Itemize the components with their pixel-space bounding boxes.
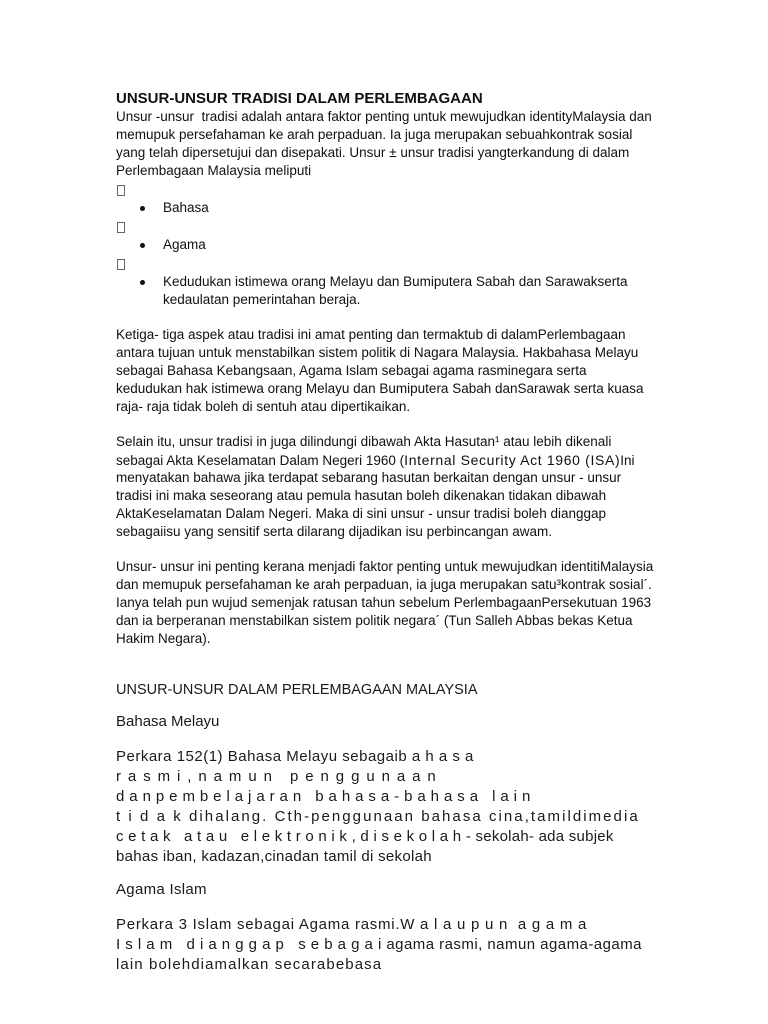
section-unsur-dalam-perlembagaan [116,680,768,975]
list-item-text: kedaulatan pemerintahan beraja. [163,292,361,307]
text-line: tradisi ini maka seseorang atau pemula hasutan boleh dikenakan tidakan dibawah [116,488,607,503]
text-line: sebagai Bahasa Kebangsaan, Agama Islam sebagai agama rasminegara serta [116,363,587,378]
text-line: antara tujuan untuk menstabilkan sistem politik di Nagara Malaysia. Hakbahasa Melayu [116,345,639,360]
text-line: r a s m i , n a m u n p e n g g u n a a n [116,768,438,785]
list-item-text: Kedudukan istimewa orang Melayu dan Bumiputera Sabah dan Sarawakserta [163,274,628,289]
text-line: t i d a k dihalang. Cth-penggunaan bahasa cina,tamildimedia [116,808,640,825]
bullet-list [116,181,768,309]
agama-islam-paragraph [116,915,768,975]
bullet-icon [140,243,145,248]
bullet-icon [140,206,145,211]
list-item-text: Bahasa [163,200,209,215]
missing-glyph-icon [117,259,125,270]
missing-glyph-icon [117,185,125,196]
text-line [116,451,768,469]
text-segment: Ini [620,453,635,468]
text-line: kedudukan hak istimewa orang Melayu dan Bumiputera Sabah danSarawak serta kuasa [116,381,644,396]
text-line: AktaKeselamatan Dalam Negeri. Maka di sini unsur - unsur tradisi boleh dianggap [116,506,607,521]
document-title: UNSUR-UNSUR TRADISI DALAM PERLEMBAGAAN [116,90,483,107]
bullet-icon [140,280,145,285]
paragraph [116,558,768,648]
text-line: raja- raja tidak boleh di sentuh atau dipertikaikan. [116,399,411,414]
list-item-text: Agama [163,237,206,252]
text-line: dan memupuk persefahaman ke arah perpaduan, ia juga merupakan satu³kontrak sosial´. [116,577,652,592]
text-line: Perkara 3 Islam sebagai Agama rasmi.W a l a u p u n a g a m a [116,916,588,933]
text-line: Perkara 152(1) Bahasa Melayu sebagaib a h a s a [116,748,474,765]
text-line: memupuk persefahaman ke arah perpaduan. Ia juga merupakan sebuahkontrak sosial [116,127,633,142]
bahasa-melayu-paragraph [116,747,768,867]
text-segment-isa: Internal Security Act 1960 (ISA) [404,452,621,468]
paragraph [116,326,768,416]
text-line: I s l a m d i a n g g a p s e b a g a i agama rasmi, namun agama-agama [116,936,642,953]
text-line: Hakim Negara). [116,631,211,646]
list-marker-row [116,255,768,273]
text-line: Ketiga- tiga aspek atau tradisi ini amat penting dan termaktub di dalamPerlembagaan [116,327,626,342]
list-item-continuation [116,291,768,309]
text-line: d a n p e m b e l a j a r a n b a h a s a - b a h a s a l a i n [116,788,531,805]
text-segment: sebagai Akta Keselamatan Dalam Negeri 1960 ( [116,453,405,468]
text-line: c e t a k a t a u e l e k t r o n i k , d i s e k o l a h - sekolah- ada subjek [116,828,614,845]
text-line: dan ia berperanan menstabilkan sistem politik negara´ (Tun Salleh Abbas bekas Ketua [116,613,633,628]
missing-glyph-icon [117,222,125,233]
text-line: sebagaiisu yang sensitif serta dilarang dijadikan isu perbincangan awam. [116,524,553,539]
text-line: Unsur -unsur tradisi adalah antara faktor penting untuk mewujudkan identityMalaysia dan [116,109,652,124]
text-line: Selain itu, unsur tradisi in juga dilindungi dibawah Akta Hasutan¹ atau lebih dikenali [116,434,612,449]
intro-paragraph [116,108,768,180]
list-marker-row [116,218,768,236]
text-line: Perlembagaan Malaysia meliputi [116,163,312,178]
list-item [116,199,768,217]
text-line: menyatakan bahawa jika terdapat sebarang hasutan berkaitan dengan unsur - unsur [116,470,622,485]
paragraph [116,433,768,541]
subheading-bahasa-melayu: Bahasa Melayu [116,713,220,730]
text-line: bahas iban, kadazan,cinadan tamil di sekolah [116,848,432,865]
list-item [116,273,768,291]
section-heading: UNSUR-UNSUR DALAM PERLEMBAGAAN MALAYSIA [116,682,478,698]
subheading-agama-islam: Agama Islam [116,881,207,898]
list-marker-row [116,181,768,199]
text-line: yang telah dipersetujui dan disepakati. Unsur ± unsur tradisi yangterkandung di dalam [116,145,630,160]
text-line: Unsur- unsur ini penting kerana menjadi faktor penting untuk mewujudkan identitiMalaysia [116,559,654,574]
text-line: Ianya telah pun wujud semenjak ratusan tahun sebelum PerlembagaanPersekutuan 1963 [116,595,652,610]
list-item [116,236,768,254]
text-line: lain bolehdiamalkan secarabebasa [116,956,383,973]
